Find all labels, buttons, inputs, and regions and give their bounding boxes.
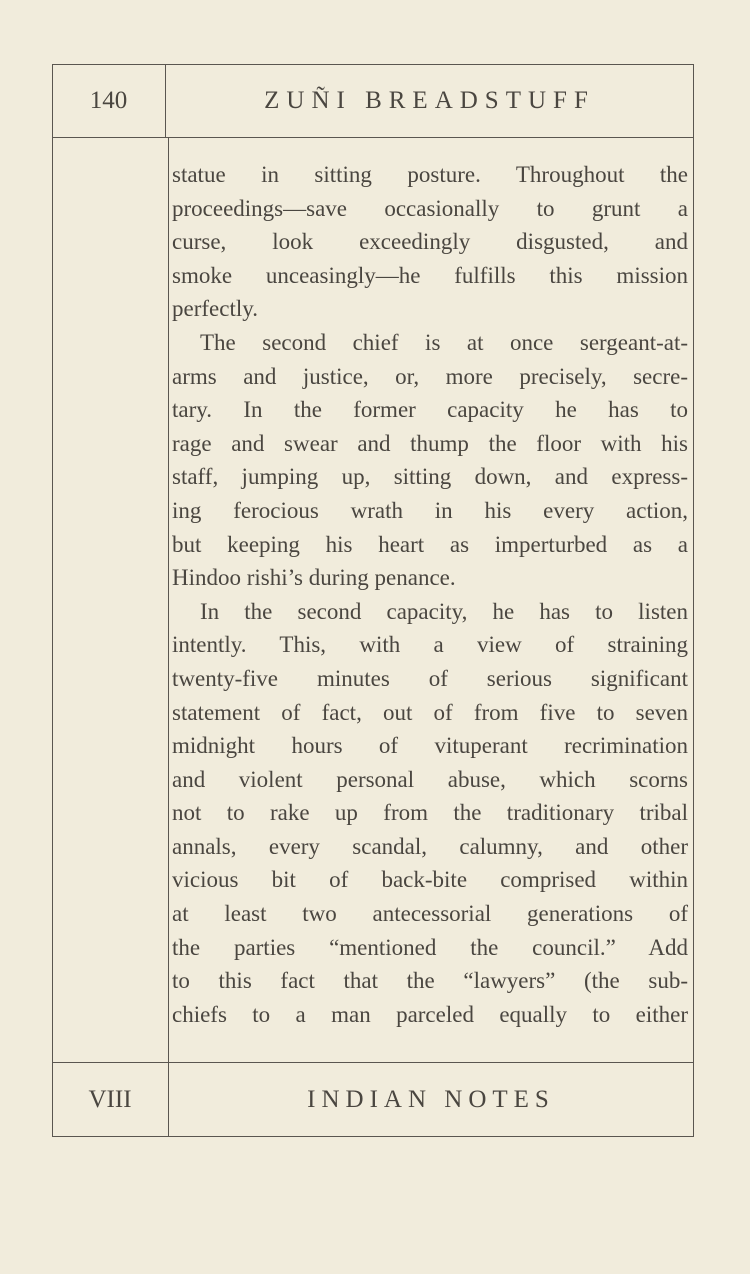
text-line: curse, look exceedingly disgusted, and xyxy=(172,229,688,255)
running-title: ZUÑI BREADSTUFF xyxy=(264,87,595,114)
text-line: proceedings—save occasionally to grunt a xyxy=(172,195,688,221)
text-line: to this fact that the “lawyers” (the sub- xyxy=(172,968,688,994)
text-line: not to rake up from the traditionary tribal xyxy=(172,800,688,826)
body-text xyxy=(172,158,688,1031)
text-line: chiefs to a man parceled equally to either xyxy=(172,1001,688,1027)
text-line: smoke unceasingly—he fulfills this mission xyxy=(172,262,688,288)
text-line: twenty-five minutes of serious significant xyxy=(172,665,688,691)
series-title: INDIAN NOTES xyxy=(307,1086,555,1113)
text-line: The second chief is at once sergeant-at- xyxy=(200,329,688,355)
text-line: annals, every scandal, calumny, and other xyxy=(172,833,688,859)
text-line: arms and justice, or, more precisely, secre- xyxy=(172,363,688,389)
text-line: at least two antecessorial generations of xyxy=(172,901,688,927)
text-line: but keeping his heart as imperturbed as a xyxy=(172,531,688,557)
text-line: vicious bit of back-bite comprised within xyxy=(172,867,688,893)
text-line: staff, jumping up, sitting down, and express- xyxy=(172,464,688,490)
text-line: intently. This, with a view of straining xyxy=(172,632,688,658)
text-line: the parties “mentioned the council.” Add xyxy=(172,934,688,960)
text-line: ing ferocious wrath in his every action, xyxy=(172,497,688,523)
text-line: perfectly. xyxy=(172,296,258,322)
text-line: rage and swear and thump the floor with his xyxy=(172,430,688,456)
text-line: tary. In the former capacity he has to xyxy=(172,397,688,423)
text-line: statement of fact, out of from five to seven xyxy=(172,699,688,725)
text-line: midnight hours of vituperant recrimination xyxy=(172,733,688,759)
page-number: 140 xyxy=(89,87,128,114)
text-line: Hindoo rishi’s during penance. xyxy=(172,565,456,591)
text-line: statue in sitting posture. Throughout the xyxy=(172,162,688,187)
margin-column-divider xyxy=(168,138,169,1137)
text-line: and violent personal abuse, which scorns xyxy=(172,766,688,792)
volume-number: VIII xyxy=(88,1086,132,1113)
text-line: In the second capacity, he has to listen xyxy=(200,598,688,624)
